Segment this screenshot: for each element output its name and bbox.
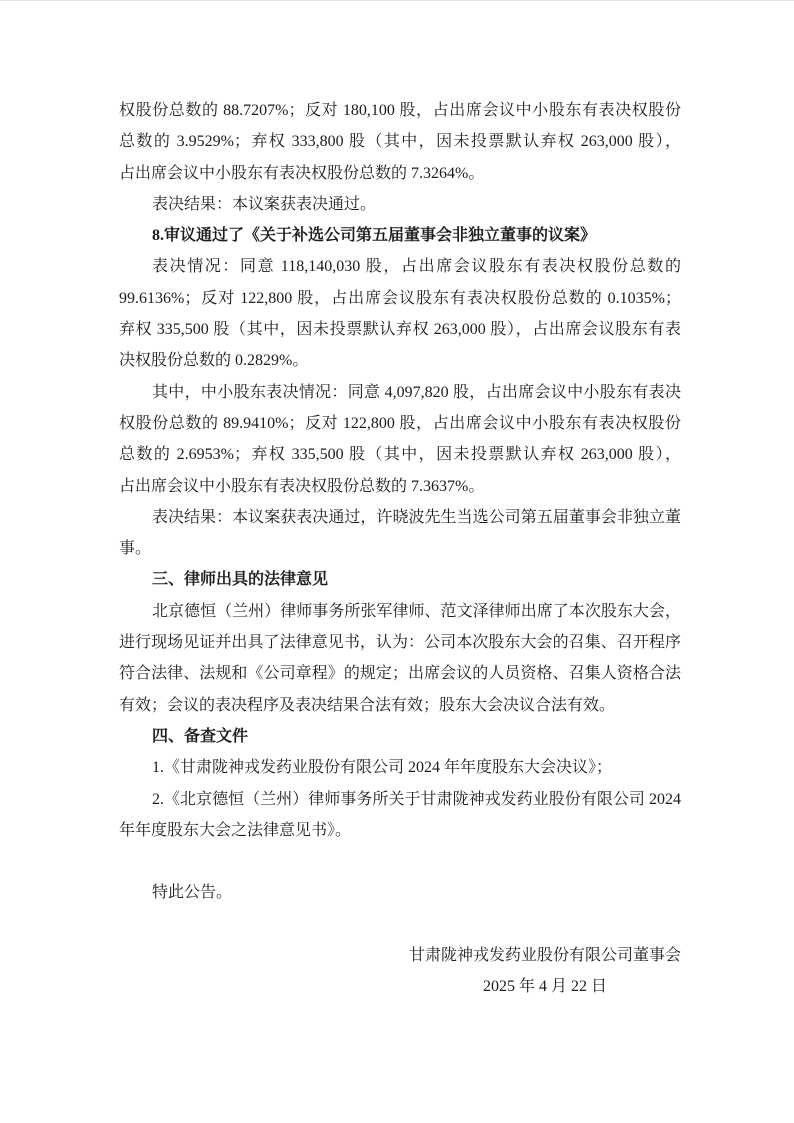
blank-line xyxy=(119,846,681,877)
text-line: 表决情况：同意 118,140,030 股，占出席会议股东有表决权股份总数的 xyxy=(152,258,681,276)
text-line: 北京德恒（兰州）律师事务所张军律师、范文泽律师出席了本次股东大会， xyxy=(152,602,681,620)
text-line: 权股份总数的 88.7207%；反对 180,100 股，占出席会议中小股东有表决权股份 xyxy=(119,102,681,119)
vote-result-line: 表决结果：本议案获表决通过。 xyxy=(152,195,377,213)
section-heading-reference-documents: 四、备查文件 xyxy=(152,727,249,745)
text-line: 权股份总数的 89.9410%；反对 122,800 股，占出席会议中小股东有表决权股份 xyxy=(119,414,681,432)
text-line: 进行现场见证并出具了法律意见书，认为：公司本次股东大会的召集、召开程序 xyxy=(119,634,681,652)
text-line: 弃权 335,500 股（其中，因未投票默认弃权 263,000 股），占出席会议股东有表 xyxy=(119,321,681,339)
closing-line: 特此公告。 xyxy=(152,884,233,902)
text-line: 占出席会议中小股东有表决权股份总数的 7.3637%。 xyxy=(119,477,485,495)
section-heading-proposal-8: 8.审议通过了《关于补选公司第五届董事会非独立董事的议案》 xyxy=(152,227,597,245)
text-line: 符合法律、法规和《公司章程》的规定；出席会议的人员资格、召集人资格合法 xyxy=(119,665,681,683)
text-line: 99.6136%；反对 122,800 股，占出席会议股东有表决权股份总数的 0.1035%； xyxy=(119,289,681,307)
text-line: 决权股份总数的 0.2829%。 xyxy=(119,352,309,370)
text-line: 事。 xyxy=(119,540,152,558)
text-line: 有效；会议的表决程序及表决结果合法有效；股东大会决议合法有效。 xyxy=(119,696,616,714)
document-body xyxy=(119,95,681,1003)
section-heading-legal-opinion: 三、律师出具的法律意见 xyxy=(152,571,329,589)
text-line: 总数的 2.6953%；弃权 335,500 股（其中，因未投票默认弃权 263,000 股）， xyxy=(119,446,681,464)
text-line: 其中，中小股东表决情况：同意 4,097,820 股，占出席会议中小股东有表决 xyxy=(152,383,681,401)
vote-result-line: 表决结果：本议案获表决通过，许晓波先生当选公司第五届董事会非独立董 xyxy=(152,508,681,526)
text-line: 年年度股东大会之法律意见书》。 xyxy=(119,821,352,839)
signature-date: 2025 年 4 月 22 日 xyxy=(482,978,607,996)
reference-document-item-1: 1.《甘肃陇神戎发药业股份有限公司 2024 年年度股东大会决议》； xyxy=(152,759,613,777)
text-line: 总数的 3.9529%；弃权 333,800 股（其中，因未投票默认弃权 263,000 股）， xyxy=(119,133,681,151)
text-line: 占出席会议中小股东有表决权股份总数的 7.3264%。 xyxy=(119,164,485,182)
reference-document-item-2: 2.《北京德恒（兰州）律师事务所关于甘肃陇神戎发药业股份有限公司 2024 xyxy=(152,790,681,808)
blank-line xyxy=(119,909,681,940)
signature-company: 甘肃陇神戎发药业股份有限公司董事会 xyxy=(408,947,681,965)
